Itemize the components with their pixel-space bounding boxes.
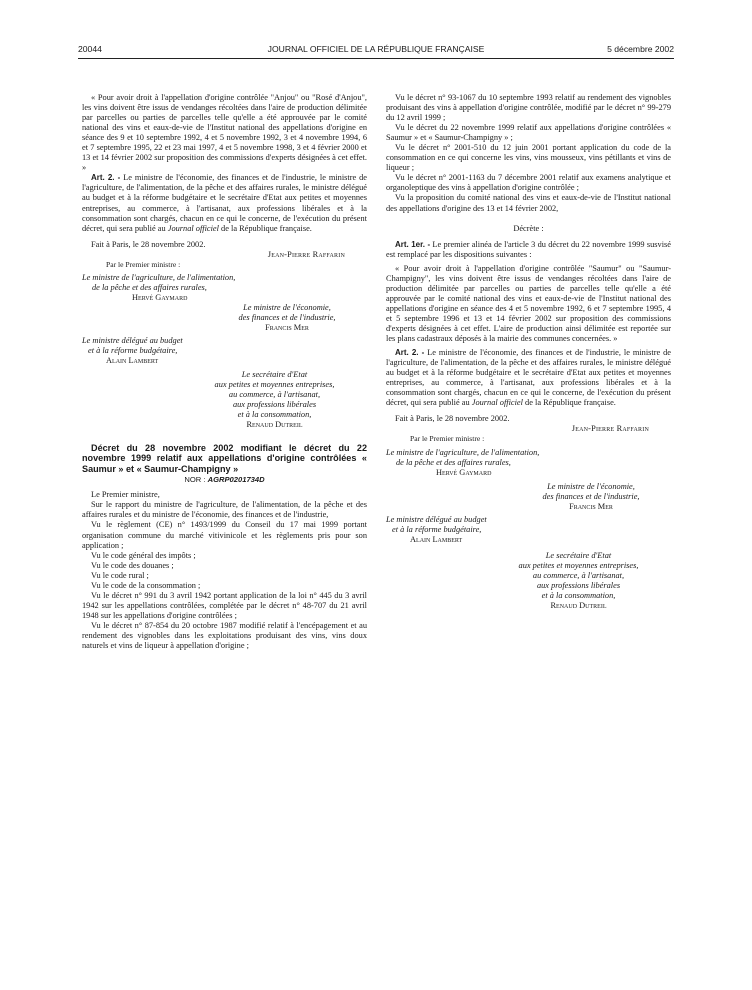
issue-date: 5 décembre 2002 [607,44,674,54]
fait-a-paris: Fait à Paris, le 28 novembre 2002. [91,239,206,249]
signature-economie [516,482,666,512]
article-text: Le ministre de l'économie, des finances et de l'industrie, le ministre de l'agriculture, de l'alimentation, de la pêche et des affaires rurales, le ministre délégué au budget et à la réforme budgétaire et le secrétaire d'Etat aux petites et moyennes entreprises, au commerce, à l'artisanat, aux professions libérales et à la consommation sont chargés, chacun en ce qui le concerne, de l'exécution du présent décret, qui sera publié au [386,348,672,408]
signatory-title: et à la réforme budgétaire, [88,346,178,356]
signatory-title: Le secrétaire d'Etat [545,550,612,560]
article-label: Art. 1er. - [395,239,431,249]
visa-cgi: Vu le code général des impôts ; [91,550,196,560]
signatory-title: et à la consommation, [237,410,312,420]
signature-pm: Jean-Pierre Raffarin [571,424,649,434]
signatory-title: Le ministre délégué au budget [386,514,487,524]
signatory-title: aux petites et moyennes entreprises, [518,560,639,570]
signature-agriculture [82,273,367,303]
left-article-2 [82,173,367,233]
signature-pm: Jean-Pierre Raffarin [267,249,345,259]
signatory-title: des finances et de l'industrie, [238,312,336,322]
visa-decret-2001-1163: Vu le décret n° 2001-1163 du 7 décembre 2001 relatif aux examens analytique et organoleptique des vins à appellation d'origine contrôlée ; [386,173,671,193]
journal-title: JOURNAL OFFICIEL DE LA RÉPUBLIQUE FRANÇAISE [267,44,485,54]
signatory-title: Le ministre de l'agriculture, de l'alimentation, [82,272,236,282]
signatory-title: au commerce, à l'artisanat, [532,571,625,581]
article-text-end: de la République française. [522,398,616,408]
visa-rural: Vu le code rural ; [91,570,149,580]
right-column [386,93,671,611]
decrete-heading: Décrète : [513,223,544,233]
signatory-title: des finances et de l'industrie, [542,491,640,501]
nor-code: AGRP0201734D [207,475,265,485]
par-premier-ministre: Par le Premier ministre : [410,434,485,444]
decree-title: Décret du 28 novembre 2002 modifiant le décret du 22 novembre 1999 relatif aux appellations d'origine contrôlées « Saumur » et « Saumur-Champigny » [82,442,367,474]
fait-a-paris: Fait à Paris, le 28 novembre 2002. [395,414,510,424]
signatory-title: Le secrétaire d'Etat [241,370,308,380]
header-rule [78,58,674,59]
signatory-title: aux petites et moyennes entreprises, [214,380,335,390]
article-label: Art. 2. - [395,348,425,358]
visa-douanes: Vu le code des douanes ; [91,560,174,570]
signatory-title: Le ministre délégué au budget [82,336,183,346]
nor-reference [82,475,367,485]
signatory-name: Alain Lambert [410,534,463,544]
left-column [82,93,367,651]
visa-rapport: Sur le rapport du ministre de l'agriculture, de l'alimentation, de la pêche et des affaires rurales et du ministre de l'économie, des finances et de l'industrie, [82,500,367,520]
visa-decret-2001-510: Vu le décret n° 2001-510 du 12 juin 2001 portant application du code de la consommation en ce qui concerne les vins, vins mousseux, vins pétillants et vins de liqueur ; [386,143,671,173]
signatory-name: Renaud Dutreil [550,601,607,611]
signatory-name: Francis Mer [265,323,309,333]
nor-label: NOR : [184,475,208,485]
signatory-name: Hervé Gaymard [132,292,188,302]
signature-budget [82,336,367,366]
signatory-title: et à la réforme budgétaire, [392,524,482,534]
signatory-title: Le ministre de l'économie, [243,302,331,312]
visa-decret-1942: Vu le décret n° 991 du 3 avril 1942 portant application de la loi n° 445 du 3 avril 1942 sur les appellations contrôlées, complétée par le décret n° 48-707 du 21 avril 1948 sur les appellations d'origine contrôlées ; [82,590,367,620]
signature-secretaire-etat [486,551,671,611]
premier-ministre: Le Premier ministre, [91,490,160,500]
signatory-name: Hervé Gaymard [436,467,492,477]
signatory-title: aux professions libérales [536,581,621,591]
article-text: Le ministre de l'économie, des finances et de l'industrie, le ministre de l'agriculture, de l'alimentation, de la pêche et des affaires rurales, le ministre délégué au budget et à la réforme budgétaire et le secrétaire d'Etat aux petites et moyennes entreprises, au commerce, à l'artisanat, aux professions libérales et à la consommation sont chargés, chacun en ce qui le concerne, de l'exécution du présent décret, qui sera publié au [82,173,368,233]
par-premier-ministre: Par le Premier ministre : [106,259,181,269]
page-number: 20044 [78,44,102,54]
visa-proposition: Vu la proposition du comité national des vins et eaux-de-vie de l'Institut national des appellations d'origine des 13 et 14 février 2002, [386,193,671,213]
article-label: Art. 2. - [91,173,121,183]
signatory-title: et à la consommation, [541,591,616,601]
journal-ref: Journal officiel [167,223,219,233]
signatory-title: Le ministre de l'agriculture, de l'alimentation, [386,447,540,457]
visa-decret-1999: Vu le décret du 22 novembre 1999 relatif aux appellations d'origine contrôlées « Saumur » et « Saumur-Champigny » ; [386,123,671,143]
signatory-title: de la pêche et des affaires rurales, [396,457,511,467]
visa-consommation: Vu le code de la consommation ; [91,580,201,590]
article-1 [386,240,671,260]
signature-economie [212,303,362,333]
signature-budget [386,515,671,545]
signatory-name: Francis Mer [569,501,613,511]
signatory-title: Le ministre de l'économie, [547,481,635,491]
signatory-title: au commerce, à l'artisanat, [228,390,321,400]
right-article-2 [386,348,671,408]
page-header [78,44,674,58]
signatory-title: de la pêche et des affaires rurales, [92,282,207,292]
article-text-end: de la République française. [218,223,312,233]
signatory-title: aux professions libérales [232,400,317,410]
signatory-name: Renaud Dutreil [246,420,303,430]
visa-decret-1987: Vu le décret n° 87-854 du 20 octobre 1987 modifié relatif à l'encépagement et au rendement des vignobles dans les exploitations produisant des vins, vins doux naturels et vins de liqueur à appellation d'origine ; [82,620,367,651]
signature-secretaire-etat [182,370,367,430]
anjou-quote: « Pour avoir droit à l'appellation d'origine contrôlée "Anjou" ou "Rosé d'Anjou", les vins doivent être issus de vendanges récoltées dans l'aire de production délimitée par parcelles ou parties de parcelles telle qu'elle a été approuvée par le comité national des vins et eaux-de-vie de l'Institut national des appellations d'origine en séance des 9 et 10 septembre 1992, 4 et 5 novembre 1992, 3 et 4 novembre 1994, 6 et 7 septembre 1995, 22 et 23 mai 1997, 4 et 5 novembre 1998, 3 et 4 février 2000 et 13 et 14 février 2002 sur proposition des commissions d'experts désignées à cet effet. » [82,93,367,173]
saumur-quote: « Pour avoir droit à l'appellation d'origine contrôlée "Saumur" ou "Saumur-Champigny", les vins doivent être issus de vendanges récoltées dans l'aire de production délimitée par parcelles ou parties de parcelles telle qu'elle a été approuvée par le comité national des vins et eaux-de-vie de l'Institut national des appellations d'origine en séance des 4 et 5 novembre 1992, 6 et 7 septembre 1995, 4 et 5 septembre 1996 et 13 et 14 février 2002 sur proposition des commissions d'experts désignées à cet effet. L'aire de production ainsi délimitée est reportée sur les plans cadastraux déposés à la mairie des communes concernées. » [386,263,671,344]
signatory-name: Alain Lambert [106,356,159,366]
journal-ref: Journal officiel [471,398,523,408]
visa-decret-1993: Vu le décret n° 93-1067 du 10 septembre 1993 relatif au rendement des vignobles produisant des vins à appellation d'origine contrôlée, modifié par le décret n° 99-279 du 12 avril 1999 ; [386,93,671,123]
visa-reglement: Vu le règlement (CE) n° 1493/1999 du Conseil du 17 mai 1999 portant organisation commune du marché vitivinicole et les règlements pris pour son application ; [82,520,367,550]
article-text: Le premier alinéa de l'article 3 du décret du 22 novembre 1999 susvisé est remplacé par les dispositions suivantes : [386,239,671,259]
signature-agriculture [386,448,671,478]
